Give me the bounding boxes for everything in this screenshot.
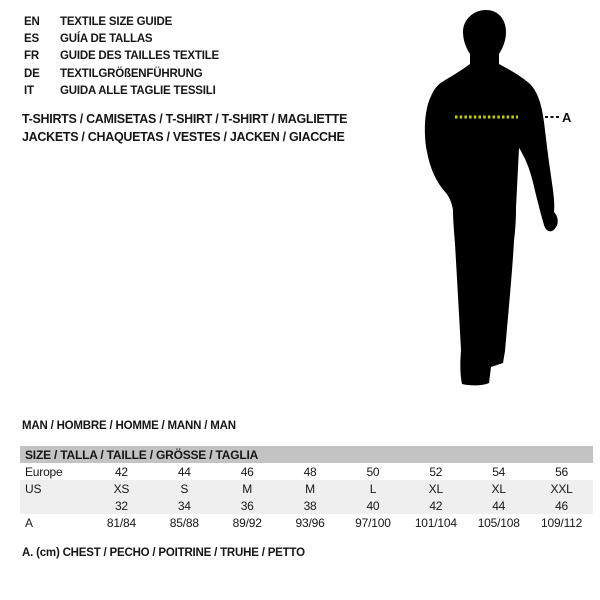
language-row-it	[24, 82, 219, 99]
language-title: TEXTILE SIZE GUIDE	[60, 15, 173, 28]
language-row-fr	[24, 48, 219, 65]
table-row-us-numeric	[20, 497, 593, 514]
size-cell: 42	[114, 464, 128, 479]
size-cell: XL	[404, 480, 467, 497]
measurement-footnote: A. (cm) CHEST / PECHO / POITRINE / TRUHE / PETTO	[22, 547, 305, 559]
size-cell: 44	[467, 497, 530, 514]
category-tshirts: T-SHIRTS / CAMISETAS / T-SHIRT / T-SHIRT / MAGLIETTE	[22, 112, 348, 126]
language-code: DE	[24, 67, 40, 80]
size-cell: 46	[240, 464, 254, 479]
man-silhouette-svg	[402, 6, 572, 392]
table-row-us	[20, 480, 593, 497]
man-silhouette-shape	[425, 10, 558, 385]
size-cell: 81/84	[106, 515, 136, 530]
size-cell: 44	[177, 464, 191, 479]
row-label: US	[20, 480, 90, 497]
language-row-en	[24, 13, 219, 30]
size-cell: 105/108	[477, 515, 520, 530]
size-cell: 101/104	[414, 515, 457, 530]
language-title: GUIDA ALLE TAGLIE TESSILI	[60, 84, 216, 97]
size-cell: XS	[90, 480, 153, 497]
size-cell: 38	[279, 497, 342, 514]
size-cell: S	[153, 480, 216, 497]
size-cell: 109/112	[541, 515, 583, 530]
size-cell: 89/92	[232, 515, 262, 530]
size-cell: 52	[429, 464, 443, 479]
row-label	[20, 497, 90, 514]
language-row-de	[24, 65, 219, 82]
size-cell: L	[342, 480, 405, 497]
language-title: GUÍA DE TALLAS	[60, 32, 153, 45]
measurement-label-a: A	[562, 110, 572, 125]
size-cell: 36	[216, 497, 279, 514]
language-code: FR	[24, 50, 39, 63]
size-cell: XL	[467, 480, 530, 497]
table-row-europe	[20, 463, 593, 480]
language-title: TEXTILGRÖßENFÜHRUNG	[60, 67, 203, 80]
size-cell: 50	[366, 464, 380, 479]
size-cell: 46	[530, 497, 593, 514]
language-code: IT	[24, 84, 34, 97]
language-title-list	[24, 13, 219, 99]
garment-categories	[22, 110, 347, 146]
size-cell: 48	[303, 464, 317, 479]
language-code: EN	[24, 15, 40, 28]
language-title: GUIDE DES TAILLES TEXTILE	[60, 50, 219, 63]
size-cell: 32	[90, 497, 153, 514]
row-label: A	[25, 515, 33, 530]
size-cell: 93/96	[295, 515, 325, 530]
table-row-chest-cm	[20, 514, 593, 531]
size-cell: 34	[153, 497, 216, 514]
category-jackets: JACKETS / CHAQUETAS / VESTES / JACKEN / GIACCHE	[22, 130, 345, 144]
size-cell: 85/88	[169, 515, 199, 530]
man-figure	[402, 6, 572, 392]
size-cell: XXL	[530, 480, 593, 497]
size-cell: 97/100	[355, 515, 391, 530]
size-table-header-row	[20, 446, 593, 463]
size-cell: M	[279, 480, 342, 497]
size-table	[20, 446, 593, 531]
row-label: Europe	[25, 464, 63, 479]
size-cell: M	[216, 480, 279, 497]
gender-label: MAN / HOMBRE / HOMME / MANN / MAN	[22, 420, 236, 432]
size-cell: 56	[555, 464, 569, 479]
language-row-es	[24, 30, 219, 47]
size-cell: 42	[404, 497, 467, 514]
size-cell: 54	[492, 464, 506, 479]
size-table-header: SIZE / TALLA / TAILLE / GRÖSSE / TAGLIA	[20, 446, 593, 463]
language-code: ES	[24, 32, 39, 45]
size-cell: 40	[342, 497, 405, 514]
